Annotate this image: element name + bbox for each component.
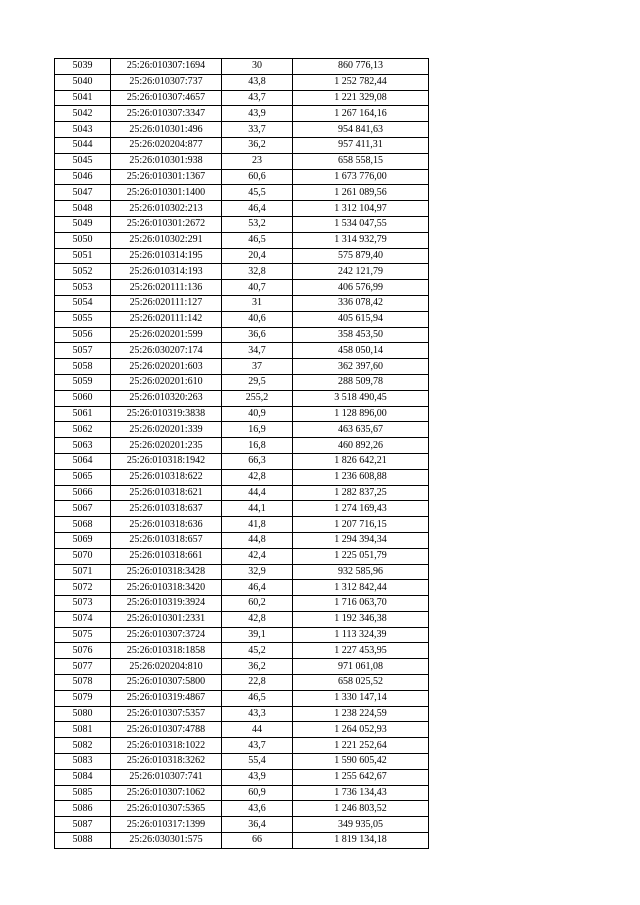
row-number-cell: 5066 bbox=[55, 485, 111, 501]
cadastral-number-cell: 25:26:010307:5800 bbox=[111, 675, 222, 691]
table-row bbox=[55, 295, 429, 311]
value-cell: 971 061,08 bbox=[293, 659, 429, 675]
area-cell: 39,1 bbox=[222, 627, 293, 643]
area-cell: 46,5 bbox=[222, 690, 293, 706]
value-cell: 1 282 837,25 bbox=[293, 485, 429, 501]
cadastral-number-cell: 25:26:010319:3924 bbox=[111, 596, 222, 612]
row-number-cell: 5054 bbox=[55, 295, 111, 311]
row-number-cell: 5055 bbox=[55, 311, 111, 327]
table-row bbox=[55, 532, 429, 548]
table-row bbox=[55, 359, 429, 375]
cadastral-number-cell: 25:26:020201:235 bbox=[111, 438, 222, 454]
area-cell: 36,4 bbox=[222, 817, 293, 833]
row-number-cell: 5083 bbox=[55, 754, 111, 770]
value-cell: 1 314 932,79 bbox=[293, 232, 429, 248]
table-row bbox=[55, 74, 429, 90]
cadastral-number-cell: 25:26:010318:622 bbox=[111, 469, 222, 485]
value-cell: 1 716 063,70 bbox=[293, 596, 429, 612]
row-number-cell: 5044 bbox=[55, 137, 111, 153]
area-cell: 37 bbox=[222, 359, 293, 375]
table-row bbox=[55, 690, 429, 706]
row-number-cell: 5074 bbox=[55, 611, 111, 627]
value-cell: 658 558,15 bbox=[293, 153, 429, 169]
cadastral-number-cell: 25:26:010302:213 bbox=[111, 201, 222, 217]
value-cell: 1 274 169,43 bbox=[293, 501, 429, 517]
row-number-cell: 5049 bbox=[55, 216, 111, 232]
cadastral-number-cell: 25:26:010301:938 bbox=[111, 153, 222, 169]
area-cell: 66 bbox=[222, 833, 293, 849]
area-cell: 43,6 bbox=[222, 801, 293, 817]
value-cell: 358 453,50 bbox=[293, 327, 429, 343]
area-cell: 22,8 bbox=[222, 675, 293, 691]
row-number-cell: 5073 bbox=[55, 596, 111, 612]
area-cell: 255,2 bbox=[222, 390, 293, 406]
cadastral-number-cell: 25:26:010318:3262 bbox=[111, 754, 222, 770]
area-cell: 20,4 bbox=[222, 248, 293, 264]
value-cell: 954 841,63 bbox=[293, 122, 429, 138]
value-cell: 288 509,78 bbox=[293, 374, 429, 390]
value-cell: 1 736 134,43 bbox=[293, 785, 429, 801]
value-cell: 3 518 490,45 bbox=[293, 390, 429, 406]
row-number-cell: 5041 bbox=[55, 90, 111, 106]
table-row bbox=[55, 738, 429, 754]
cadastral-number-cell: 25:26:010314:193 bbox=[111, 264, 222, 280]
cadastral-number-cell: 25:26:020111:142 bbox=[111, 311, 222, 327]
value-cell: 1 192 346,38 bbox=[293, 611, 429, 627]
area-cell: 43,9 bbox=[222, 106, 293, 122]
row-number-cell: 5077 bbox=[55, 659, 111, 675]
area-cell: 60,2 bbox=[222, 596, 293, 612]
value-cell: 575 879,40 bbox=[293, 248, 429, 264]
value-cell: 1 225 051,79 bbox=[293, 548, 429, 564]
value-cell: 405 615,94 bbox=[293, 311, 429, 327]
area-cell: 44,8 bbox=[222, 532, 293, 548]
table-row bbox=[55, 248, 429, 264]
table-row bbox=[55, 469, 429, 485]
row-number-cell: 5042 bbox=[55, 106, 111, 122]
value-cell: 1 312 104,97 bbox=[293, 201, 429, 217]
table-row bbox=[55, 327, 429, 343]
area-cell: 46,4 bbox=[222, 201, 293, 217]
area-cell: 16,9 bbox=[222, 422, 293, 438]
value-cell: 1 819 134,18 bbox=[293, 833, 429, 849]
cadastral-number-cell: 25:26:010307:1694 bbox=[111, 59, 222, 75]
value-cell: 932 585,96 bbox=[293, 564, 429, 580]
area-cell: 55,4 bbox=[222, 754, 293, 770]
cadastral-number-cell: 25:26:010318:636 bbox=[111, 517, 222, 533]
row-number-cell: 5080 bbox=[55, 706, 111, 722]
area-cell: 60,9 bbox=[222, 785, 293, 801]
table-row bbox=[55, 453, 429, 469]
row-number-cell: 5086 bbox=[55, 801, 111, 817]
table-row bbox=[55, 501, 429, 517]
cadastral-number-cell: 25:26:010301:2331 bbox=[111, 611, 222, 627]
row-number-cell: 5052 bbox=[55, 264, 111, 280]
value-cell: 957 411,31 bbox=[293, 137, 429, 153]
table-row bbox=[55, 485, 429, 501]
table-row bbox=[55, 153, 429, 169]
area-cell: 44,1 bbox=[222, 501, 293, 517]
table-row bbox=[55, 754, 429, 770]
value-cell: 1 207 716,15 bbox=[293, 517, 429, 533]
row-number-cell: 5070 bbox=[55, 548, 111, 564]
row-number-cell: 5064 bbox=[55, 453, 111, 469]
table-row bbox=[55, 232, 429, 248]
row-number-cell: 5072 bbox=[55, 580, 111, 596]
row-number-cell: 5081 bbox=[55, 722, 111, 738]
cadastral-number-cell: 25:26:020204:810 bbox=[111, 659, 222, 675]
table-row bbox=[55, 422, 429, 438]
row-number-cell: 5067 bbox=[55, 501, 111, 517]
area-cell: 32,8 bbox=[222, 264, 293, 280]
table-row bbox=[55, 833, 429, 849]
row-number-cell: 5085 bbox=[55, 785, 111, 801]
value-cell: 1 534 047,55 bbox=[293, 216, 429, 232]
table-row bbox=[55, 106, 429, 122]
cadastral-number-cell: 25:26:020111:136 bbox=[111, 280, 222, 296]
table-row bbox=[55, 675, 429, 691]
value-cell: 1 267 164,16 bbox=[293, 106, 429, 122]
table-row bbox=[55, 185, 429, 201]
value-cell: 1 227 453,95 bbox=[293, 643, 429, 659]
cadastral-number-cell: 25:26:010301:2672 bbox=[111, 216, 222, 232]
area-cell: 43,7 bbox=[222, 738, 293, 754]
value-cell: 1 330 147,14 bbox=[293, 690, 429, 706]
row-number-cell: 5043 bbox=[55, 122, 111, 138]
table-row bbox=[55, 169, 429, 185]
cadastral-number-cell: 25:26:020201:603 bbox=[111, 359, 222, 375]
row-number-cell: 5062 bbox=[55, 422, 111, 438]
area-cell: 23 bbox=[222, 153, 293, 169]
table-row bbox=[55, 627, 429, 643]
row-number-cell: 5069 bbox=[55, 532, 111, 548]
cadastral-number-cell: 25:26:010307:4788 bbox=[111, 722, 222, 738]
area-cell: 60,6 bbox=[222, 169, 293, 185]
cadastral-number-cell: 25:26:010318:1858 bbox=[111, 643, 222, 659]
area-cell: 45,5 bbox=[222, 185, 293, 201]
area-cell: 29,5 bbox=[222, 374, 293, 390]
cadastral-number-cell: 25:26:010307:1062 bbox=[111, 785, 222, 801]
cadastral-number-cell: 25:26:010307:4657 bbox=[111, 90, 222, 106]
cadastral-number-cell: 25:26:020201:339 bbox=[111, 422, 222, 438]
table-row bbox=[55, 311, 429, 327]
area-cell: 42,8 bbox=[222, 611, 293, 627]
cadastral-number-cell: 25:26:010302:291 bbox=[111, 232, 222, 248]
area-cell: 45,2 bbox=[222, 643, 293, 659]
area-cell: 43,3 bbox=[222, 706, 293, 722]
row-number-cell: 5053 bbox=[55, 280, 111, 296]
table-row bbox=[55, 564, 429, 580]
table-row bbox=[55, 374, 429, 390]
cadastral-number-cell: 25:26:010301:496 bbox=[111, 122, 222, 138]
cadastral-number-cell: 25:26:030301:575 bbox=[111, 833, 222, 849]
table-row bbox=[55, 343, 429, 359]
area-cell: 40,7 bbox=[222, 280, 293, 296]
cadastral-number-cell: 25:26:010307:3347 bbox=[111, 106, 222, 122]
table-row bbox=[55, 216, 429, 232]
row-number-cell: 5075 bbox=[55, 627, 111, 643]
value-cell: 658 025,52 bbox=[293, 675, 429, 691]
row-number-cell: 5076 bbox=[55, 643, 111, 659]
cadastral-number-cell: 25:26:010318:657 bbox=[111, 532, 222, 548]
row-number-cell: 5048 bbox=[55, 201, 111, 217]
value-cell: 1 261 089,56 bbox=[293, 185, 429, 201]
row-number-cell: 5045 bbox=[55, 153, 111, 169]
table-row bbox=[55, 659, 429, 675]
value-cell: 242 121,79 bbox=[293, 264, 429, 280]
cadastral-number-cell: 25:26:010307:5357 bbox=[111, 706, 222, 722]
table-row bbox=[55, 280, 429, 296]
row-number-cell: 5071 bbox=[55, 564, 111, 580]
cadastral-number-cell: 25:26:010301:1367 bbox=[111, 169, 222, 185]
cadastral-number-cell: 25:26:020201:599 bbox=[111, 327, 222, 343]
area-cell: 41,8 bbox=[222, 517, 293, 533]
cadastral-number-cell: 25:26:010301:1400 bbox=[111, 185, 222, 201]
row-number-cell: 5051 bbox=[55, 248, 111, 264]
area-cell: 16,8 bbox=[222, 438, 293, 454]
registry-table bbox=[54, 58, 429, 849]
cadastral-number-cell: 25:26:010318:637 bbox=[111, 501, 222, 517]
value-cell: 1 826 642,21 bbox=[293, 453, 429, 469]
value-cell: 1 294 394,34 bbox=[293, 532, 429, 548]
area-cell: 43,9 bbox=[222, 769, 293, 785]
value-cell: 458 050,14 bbox=[293, 343, 429, 359]
area-cell: 36,2 bbox=[222, 659, 293, 675]
cadastral-number-cell: 25:26:010318:1942 bbox=[111, 453, 222, 469]
cadastral-number-cell: 25:26:010318:661 bbox=[111, 548, 222, 564]
row-number-cell: 5087 bbox=[55, 817, 111, 833]
area-cell: 43,7 bbox=[222, 90, 293, 106]
value-cell: 1 238 224,59 bbox=[293, 706, 429, 722]
area-cell: 36,2 bbox=[222, 137, 293, 153]
value-cell: 1 252 782,44 bbox=[293, 74, 429, 90]
table-row bbox=[55, 643, 429, 659]
table-row bbox=[55, 517, 429, 533]
cadastral-number-cell: 25:26:010320:263 bbox=[111, 390, 222, 406]
row-number-cell: 5088 bbox=[55, 833, 111, 849]
row-number-cell: 5040 bbox=[55, 74, 111, 90]
area-cell: 33,7 bbox=[222, 122, 293, 138]
area-cell: 46,4 bbox=[222, 580, 293, 596]
table-row bbox=[55, 264, 429, 280]
table-row bbox=[55, 137, 429, 153]
table-row bbox=[55, 59, 429, 75]
row-number-cell: 5082 bbox=[55, 738, 111, 754]
area-cell: 46,5 bbox=[222, 232, 293, 248]
value-cell: 1 673 776,00 bbox=[293, 169, 429, 185]
value-cell: 460 892,26 bbox=[293, 438, 429, 454]
area-cell: 34,7 bbox=[222, 343, 293, 359]
row-number-cell: 5060 bbox=[55, 390, 111, 406]
cadastral-number-cell: 25:26:010307:737 bbox=[111, 74, 222, 90]
area-cell: 44,4 bbox=[222, 485, 293, 501]
area-cell: 31 bbox=[222, 295, 293, 311]
row-number-cell: 5056 bbox=[55, 327, 111, 343]
table-row bbox=[55, 611, 429, 627]
table-row bbox=[55, 406, 429, 422]
row-number-cell: 5050 bbox=[55, 232, 111, 248]
area-cell: 66,3 bbox=[222, 453, 293, 469]
row-number-cell: 5079 bbox=[55, 690, 111, 706]
registry-table-body bbox=[55, 59, 429, 849]
row-number-cell: 5039 bbox=[55, 59, 111, 75]
row-number-cell: 5084 bbox=[55, 769, 111, 785]
row-number-cell: 5061 bbox=[55, 406, 111, 422]
area-cell: 40,9 bbox=[222, 406, 293, 422]
area-cell: 42,8 bbox=[222, 469, 293, 485]
area-cell: 30 bbox=[222, 59, 293, 75]
cadastral-number-cell: 25:26:010317:1399 bbox=[111, 817, 222, 833]
table-row bbox=[55, 580, 429, 596]
area-cell: 36,6 bbox=[222, 327, 293, 343]
table-row bbox=[55, 706, 429, 722]
row-number-cell: 5065 bbox=[55, 469, 111, 485]
value-cell: 860 776,13 bbox=[293, 59, 429, 75]
area-cell: 53,2 bbox=[222, 216, 293, 232]
cadastral-number-cell: 25:26:010307:3724 bbox=[111, 627, 222, 643]
table-row bbox=[55, 122, 429, 138]
value-cell: 362 397,60 bbox=[293, 359, 429, 375]
cadastral-number-cell: 25:26:010319:4867 bbox=[111, 690, 222, 706]
cadastral-number-cell: 25:26:010319:3838 bbox=[111, 406, 222, 422]
cadastral-number-cell: 25:26:010314:195 bbox=[111, 248, 222, 264]
value-cell: 336 078,42 bbox=[293, 295, 429, 311]
value-cell: 1 221 329,08 bbox=[293, 90, 429, 106]
table-row bbox=[55, 438, 429, 454]
cadastral-number-cell: 25:26:020201:610 bbox=[111, 374, 222, 390]
value-cell: 1 255 642,67 bbox=[293, 769, 429, 785]
cadastral-number-cell: 25:26:010318:3428 bbox=[111, 564, 222, 580]
value-cell: 1 236 608,88 bbox=[293, 469, 429, 485]
cadastral-number-cell: 25:26:010307:5365 bbox=[111, 801, 222, 817]
cadastral-number-cell: 25:26:010307:741 bbox=[111, 769, 222, 785]
table-row bbox=[55, 90, 429, 106]
table-row bbox=[55, 390, 429, 406]
row-number-cell: 5059 bbox=[55, 374, 111, 390]
row-number-cell: 5063 bbox=[55, 438, 111, 454]
row-number-cell: 5058 bbox=[55, 359, 111, 375]
value-cell: 1 113 324,39 bbox=[293, 627, 429, 643]
cadastral-number-cell: 25:26:030207:174 bbox=[111, 343, 222, 359]
value-cell: 1 246 803,52 bbox=[293, 801, 429, 817]
cadastral-number-cell: 25:26:010318:621 bbox=[111, 485, 222, 501]
value-cell: 1 312 842,44 bbox=[293, 580, 429, 596]
table-row bbox=[55, 722, 429, 738]
cadastral-number-cell: 25:26:010318:1022 bbox=[111, 738, 222, 754]
table-row bbox=[55, 769, 429, 785]
table-row bbox=[55, 548, 429, 564]
row-number-cell: 5057 bbox=[55, 343, 111, 359]
value-cell: 1 221 252,64 bbox=[293, 738, 429, 754]
value-cell: 349 935,05 bbox=[293, 817, 429, 833]
cadastral-number-cell: 25:26:010318:3420 bbox=[111, 580, 222, 596]
row-number-cell: 5068 bbox=[55, 517, 111, 533]
row-number-cell: 5047 bbox=[55, 185, 111, 201]
value-cell: 1 264 052,93 bbox=[293, 722, 429, 738]
value-cell: 1 128 896,00 bbox=[293, 406, 429, 422]
area-cell: 44 bbox=[222, 722, 293, 738]
area-cell: 40,6 bbox=[222, 311, 293, 327]
cadastral-number-cell: 25:26:020204:877 bbox=[111, 137, 222, 153]
value-cell: 406 576,99 bbox=[293, 280, 429, 296]
area-cell: 43,8 bbox=[222, 74, 293, 90]
table-row bbox=[55, 785, 429, 801]
area-cell: 32,9 bbox=[222, 564, 293, 580]
area-cell: 42,4 bbox=[222, 548, 293, 564]
row-number-cell: 5046 bbox=[55, 169, 111, 185]
value-cell: 1 590 605,42 bbox=[293, 754, 429, 770]
cadastral-number-cell: 25:26:020111:127 bbox=[111, 295, 222, 311]
table-row bbox=[55, 201, 429, 217]
value-cell: 463 635,67 bbox=[293, 422, 429, 438]
table-row bbox=[55, 801, 429, 817]
table-row bbox=[55, 817, 429, 833]
row-number-cell: 5078 bbox=[55, 675, 111, 691]
table-row bbox=[55, 596, 429, 612]
